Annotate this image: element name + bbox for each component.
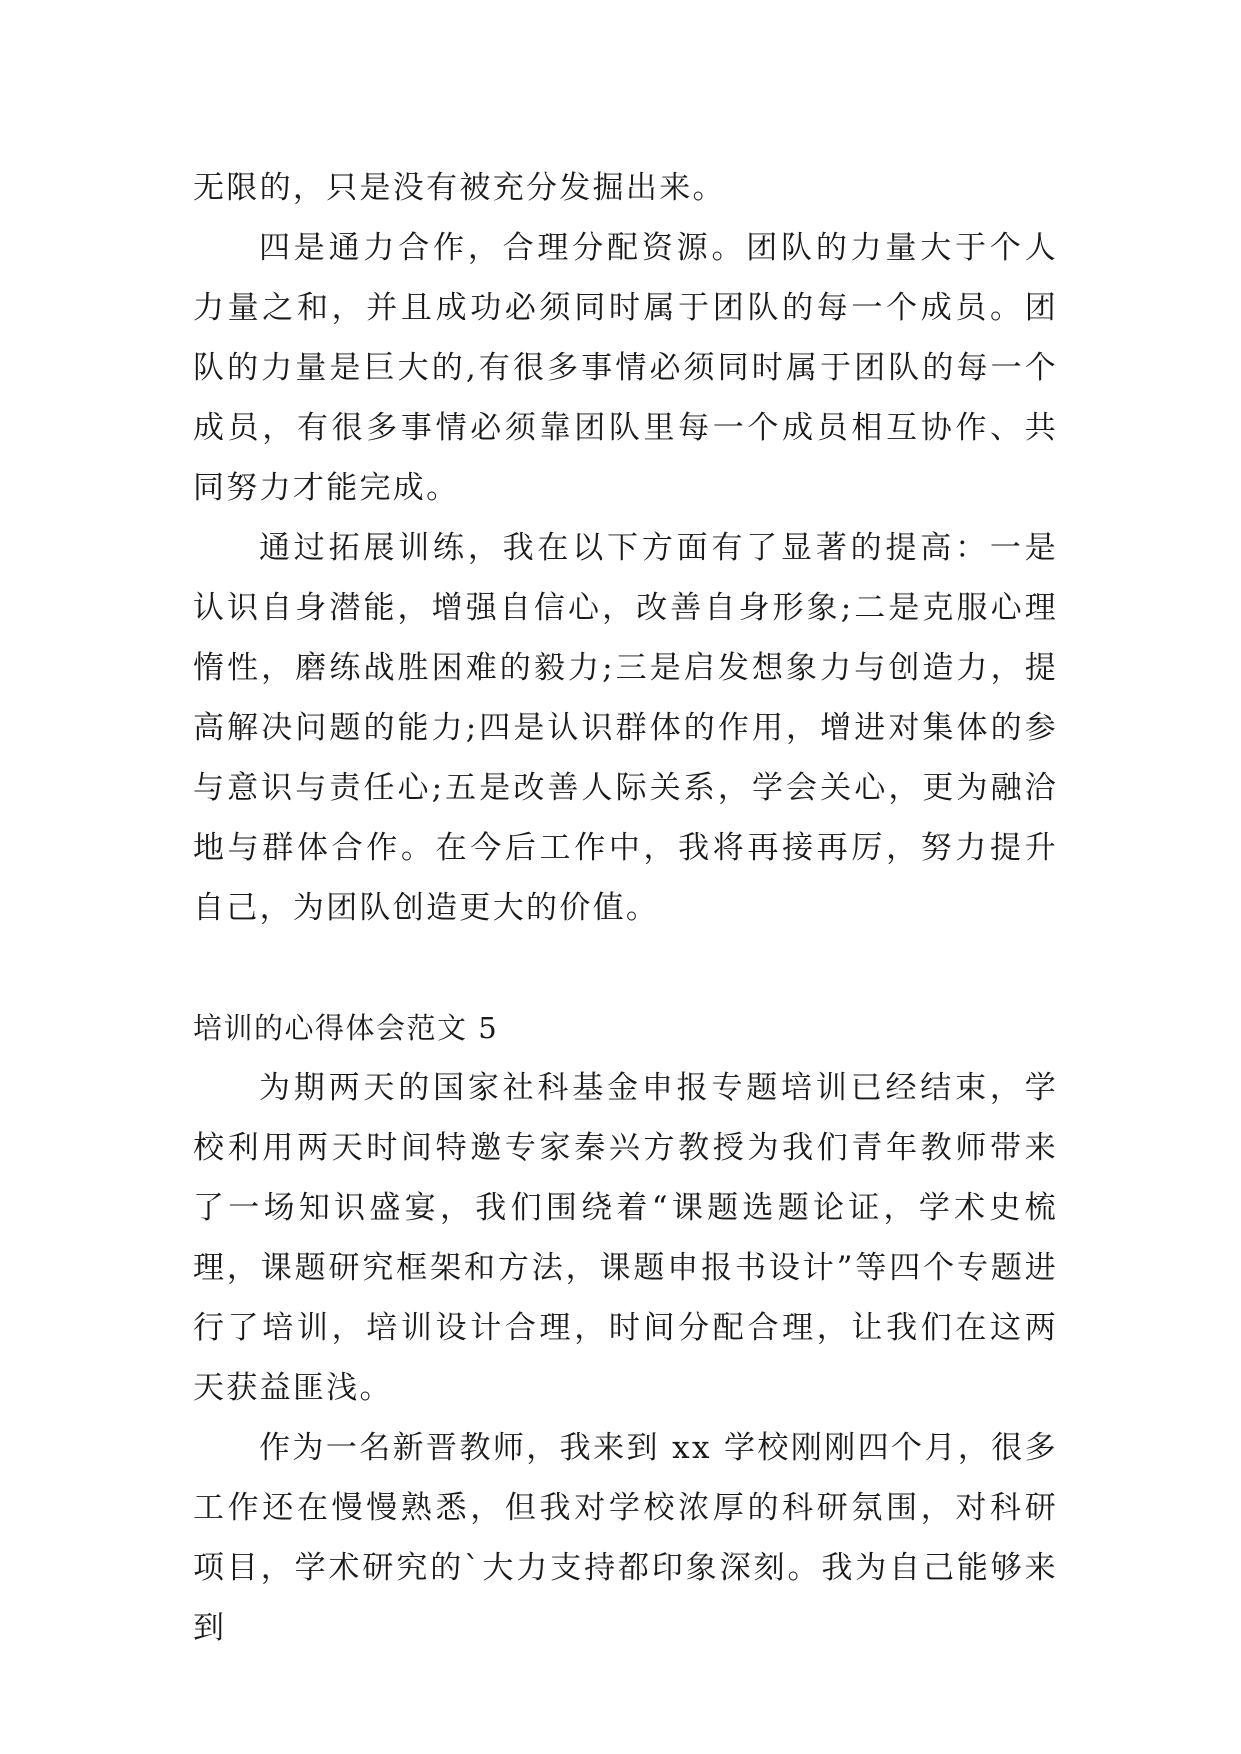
section-title: 培训的心得体会范文 5 xyxy=(193,1011,499,1045)
paragraph-training-summary: 为期两天的国家社科基金申报专题培训已经结束，学校利用两天时间特邀专家秦兴方教授为我们青年教师带来了一场知识盛宴，我们围绕着“课题选题论证，学术史梳理，课题研究框架和方法，课题申报书设计”等四个专题进行了培训，培训设计合理，时间分配合理，让我们在这两天获益匪浅。 xyxy=(193,1070,1058,1406)
paragraph-training-improvements: 通过拓展训练，我在以下方面有了显著的提高：一是认识自身潜能，增强自信心，改善自身形象;二是克服心理惰性，磨练战胜困难的毅力;三是启发想象力与创造力，提高解决问题的能力;四是认识群体的作用，增进对集体的参与意识与责任心;五是改善人际关系，学会关心，更为融洽地与群体合作。在今后工作中，我将再接再厉，努力提升自己，为团队创造更大的价值。 xyxy=(193,530,1058,926)
paragraph-continuation: 无限的，只是没有被充分发掘出来。 xyxy=(193,170,726,206)
document-body xyxy=(193,158,1058,1658)
paragraph-teamwork: 四是通力合作，合理分配资源。团队的力量大于个人力量之和，并且成功必须同时属于团队的每一个成员。团队的力量是巨大的,有很多事情必须同时属于团队的每一个成员，有很多事情必须靠团队里每一个成员相互协作、共同努力才能完成。 xyxy=(193,230,1058,506)
paragraph-new-teacher: 作为一名新晋教师，我来到 xx 学校刚刚四个月，很多工作还在慢慢熟悉，但我对学校浓厚的科研氛围，对科研项目，学术研究的`大力支持都印象深刻。我为自己能够来到 xyxy=(193,1430,1058,1646)
